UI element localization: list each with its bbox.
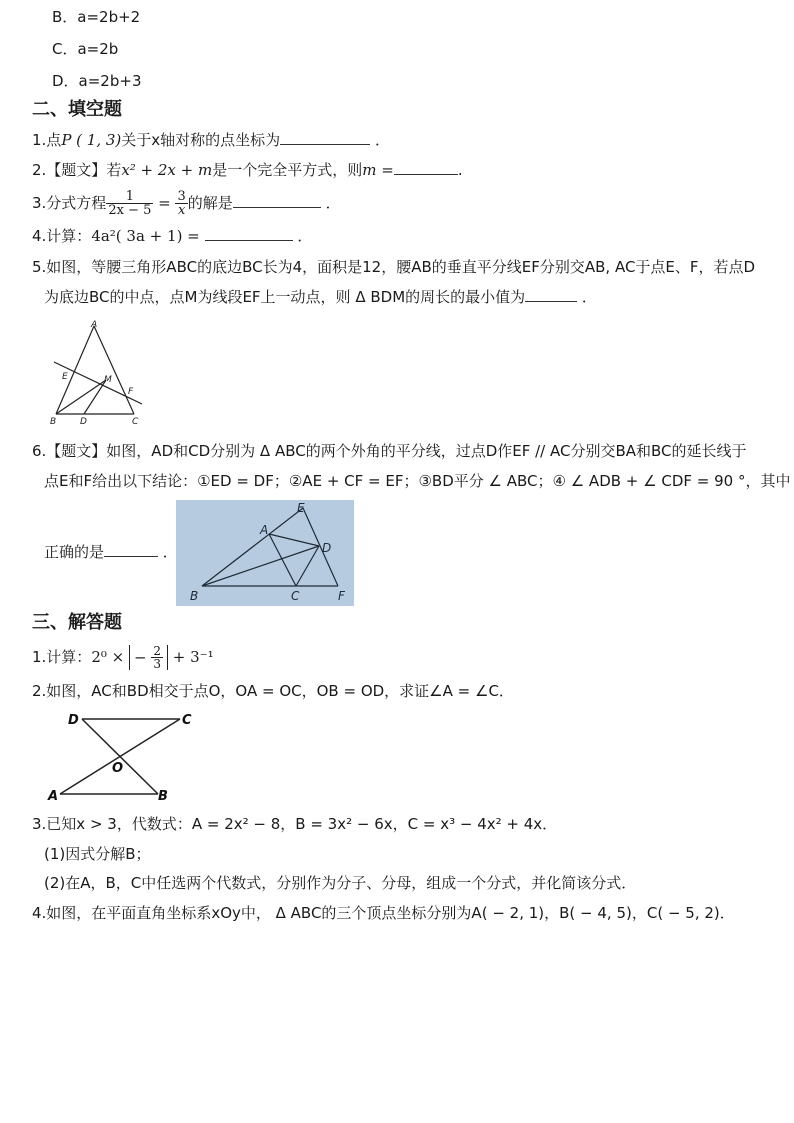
label-D: D: [322, 541, 332, 555]
label-C: C: [182, 713, 192, 728]
section-title-fill-blank: 二、填空题: [32, 99, 122, 120]
question-2-6-line2: 点E和F给出以下结论：①ED = DF；②AE + CF = EF；③BD平分 ∠ ABC；④ ∠ ADB + ∠ CDF = 90 °，其中: [44, 472, 791, 490]
label-B: B: [50, 417, 57, 427]
question-2-2: [32, 160, 463, 180]
question-2-5-line2: [44, 287, 597, 307]
q-prefix: 1.计算：: [32, 648, 92, 666]
question-3-4: 4.如图，在平面直角坐标系xOy中， Δ ABC的三个顶点坐标分别为A( − 2, 1)，B( − 4, 5)，C( − 5, 2)．: [32, 904, 735, 922]
label-B: B: [190, 589, 199, 603]
q-text: 关于x轴对称的点坐标为: [121, 131, 281, 149]
minus-sign: −: [134, 648, 147, 667]
question-3-3-line1: 3.已知x > 3，代数式：A = 2x² − 8，B = 3x² − 6x，C = x³ − 4x² + 4x．: [32, 815, 558, 833]
question-2-3: [32, 190, 341, 217]
frac-num: 2: [153, 644, 161, 658]
question-3-3-sub1: (1)因式分解B；: [44, 845, 151, 863]
question-3-1: [32, 644, 214, 670]
q-prefix: 2.【题文】若: [32, 161, 122, 179]
question-2-1: [32, 130, 390, 150]
label-C: C: [132, 417, 139, 427]
fraction: [151, 645, 163, 670]
answer-blank: [205, 226, 293, 241]
absolute-value: [129, 645, 168, 670]
fraction-1: [106, 190, 153, 217]
q-tail: .: [457, 161, 463, 179]
q-prefix: 3.分式方程: [32, 194, 107, 212]
q-tail: ．: [325, 194, 341, 212]
q-math: 4a²( 3a + 1) =: [91, 227, 200, 245]
label-A: A: [260, 523, 269, 537]
frac-den: 3: [153, 657, 161, 671]
q-prefix: 1.点: [32, 131, 62, 149]
fraction-2: [175, 190, 187, 217]
answer-blank: [104, 542, 158, 557]
q-tail: ．: [162, 543, 178, 561]
q-math-a: 2⁰ ×: [91, 648, 125, 666]
label-D: D: [80, 417, 87, 427]
crossing-lines-figure: [44, 708, 204, 804]
label-E: E: [62, 372, 68, 382]
option-b: B．a=2b+2: [52, 8, 141, 26]
q-text: 正确的是: [44, 543, 105, 561]
label-E: E: [297, 501, 305, 515]
label-A: A: [48, 789, 59, 804]
question-2-4: [32, 226, 312, 246]
label-M: M: [104, 375, 112, 385]
q-text: 为底边BC的中点，点M为线段EF上一动点，则 Δ BDM的周长的最小值为: [44, 288, 526, 306]
label-B: B: [158, 789, 168, 804]
question-3-2: 2.如图，AC和BD相交于点O，OA = OC，OB = OD，求证∠A = ∠C．: [32, 682, 514, 700]
section-title-answer: 三、解答题: [32, 612, 122, 633]
q-tail: ．: [374, 131, 390, 149]
frac-num: 1: [106, 190, 153, 204]
option-d: D．a=2b+3: [52, 72, 142, 90]
equals: =: [158, 194, 171, 212]
question-3-3-sub2: (2)在A，B，C中任选两个代数式，分别作为分子、分母，组成一个分式，并化简该分式．: [44, 874, 637, 892]
triangle-figure-q6: [176, 500, 354, 606]
label-O: O: [112, 761, 124, 776]
label-C: C: [291, 589, 300, 603]
frac-den: x: [177, 203, 186, 218]
frac-den: 2x − 5: [108, 203, 152, 218]
q-math-b: + 3⁻¹: [172, 648, 214, 666]
q-math: x² + 2x + m: [121, 161, 213, 179]
label-F: F: [338, 589, 345, 603]
q-text: 的解是: [187, 194, 233, 212]
triangle-figure-q5: [46, 316, 150, 428]
label-D: D: [68, 713, 79, 728]
q-var: m =: [362, 161, 394, 179]
q-math: P ( 1, 3): [61, 131, 122, 149]
q-text: 是一个完全平方式，则: [212, 161, 363, 179]
question-2-5-line1: 5.如图，等腰三角形ABC的底边BC长为4，面积是12，腰AB的垂直平分线EF分别交AB, AC于点E、F，若点D: [32, 258, 756, 276]
answer-blank: [394, 160, 458, 175]
answer-blank: [233, 193, 321, 208]
option-c: C．a=2b: [52, 40, 119, 58]
q-tail: ．: [581, 288, 597, 306]
label-F: F: [128, 387, 134, 397]
question-2-6-line3: [44, 542, 178, 562]
frac-num: 3: [177, 189, 186, 204]
q-prefix: 4.计算：: [32, 227, 92, 245]
question-2-6-line1: 6.【题文】如图，AD和CD分别为 Δ ABC的两个外角的平分线，过点D作EF // AC分别交BA和BC的延长线于: [32, 442, 747, 460]
answer-blank: [280, 130, 370, 145]
q-tail: ．: [297, 227, 313, 245]
answer-blank: [525, 287, 577, 302]
label-A: A: [91, 320, 98, 330]
